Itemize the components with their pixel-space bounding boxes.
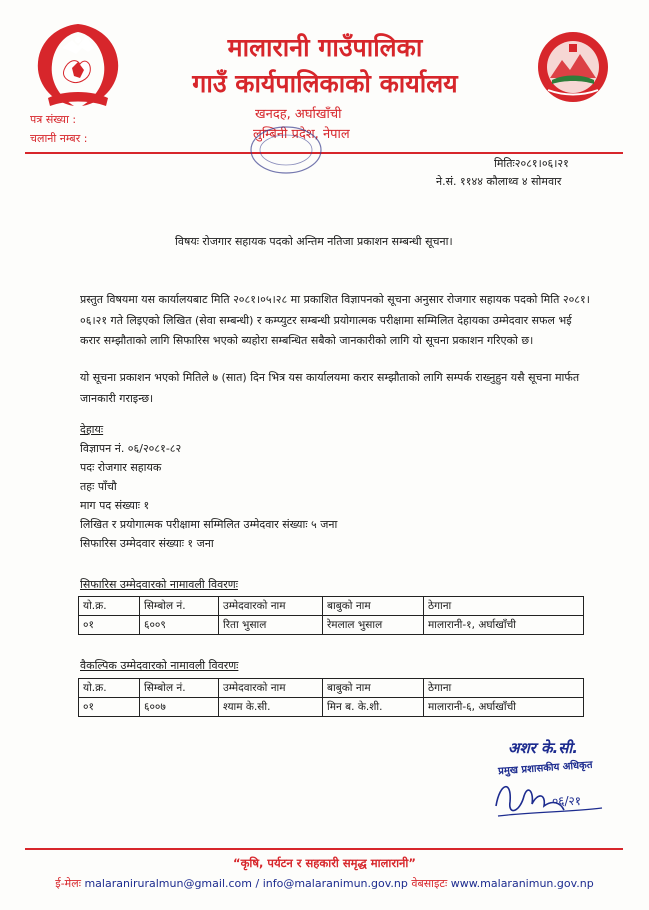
detail-advertisement-no: विज्ञापन नं. ०६/२०८१-८२ (80, 442, 182, 455)
table-cell: रेमलाल भुसाल (323, 616, 424, 635)
signatory-name: अशर के.सी. (508, 739, 578, 757)
table-cell: रिता भुसाल (219, 616, 323, 635)
email-addresses-link[interactable]: malaraniruralmun@gmail.com / info@malaranimun.gov.np (84, 877, 408, 890)
municipality-seal-logo (536, 30, 610, 104)
website-link[interactable]: www.malaranimun.gov.np (450, 877, 594, 890)
website-label: वेबसाइटः (411, 877, 448, 890)
alternate-table-title: वैकल्पिक उम्मेदवारको नामावली विवरणः (80, 659, 239, 672)
reference-number-label: पत्र संख्या : (30, 113, 77, 126)
table-cell: मालारानी-१, अर्घाखाँची (424, 616, 584, 635)
signatory-designation: प्रमुख प्रशासकीय अधिकृत (497, 759, 593, 778)
dispatch-number-label: चलानी नम्बर : (30, 132, 88, 145)
footer-divider (25, 848, 623, 850)
table-row (79, 616, 584, 635)
letter-date-bs: मितिः२०८१।०६।२१ (494, 157, 569, 170)
letter-subject: विषयः रोजगार सहायक पदको अन्तिम नतिजा प्रकाशन सम्बन्धी सूचना। (175, 235, 453, 248)
column-header: यो.क्र. (79, 679, 140, 698)
detail-recommended-count: सिफारिस उम्मेदवार संख्याः १ जना (80, 537, 214, 550)
letter-date-ns: ने.सं. ११४४ कौलाथ्व ४ सोमवार (436, 175, 562, 188)
table-cell: मिन ब. के.शी. (323, 698, 424, 717)
recommended-table (78, 596, 584, 635)
table-header-row (79, 597, 584, 616)
recommended-table-title: सिफारिस उम्मेदवारको नामावली विवरणः (80, 578, 238, 591)
column-header: यो.क्र. (79, 597, 140, 616)
table-cell: ६००९ (140, 616, 219, 635)
footer-slogan: “कृषि, पर्यटन र सहकारी समृद्ध मालारानी” (233, 856, 416, 870)
column-header: सिम्बोल नं. (140, 597, 219, 616)
detail-candidates-count: लिखित र प्रयोगात्मक परीक्षामा सम्मिलित उम्मेदवार संख्याः ५ जना (80, 518, 338, 531)
alternate-table (78, 678, 584, 717)
column-header: सिम्बोल नं. (140, 679, 219, 698)
table-row (79, 698, 584, 717)
column-header: बाबुको नाम (323, 597, 424, 616)
nepal-emblem-logo (28, 18, 128, 112)
column-header: ठेगाना (424, 597, 584, 616)
table-cell: श्याम के.सी. (219, 698, 323, 717)
office-stamp (248, 124, 324, 176)
table-cell: ६००७ (140, 698, 219, 717)
body-paragraph-1: प्रस्तुत विषयमा यस कार्यालयबाट मिति २०८१।०५।२८ मा प्रकाशित विज्ञापनको सूचना अनुसार रोजगार सहायक पदको मिति २०८१।०६।२१ गते लिइएको लिखित (सेवा सम्बन्धी) र कम्प्युटर सम्बन्धी प्रयोगात्मक परीक्षामा सम्मिलित देहायका उम्मेदवार सफल भई करार सम्झौताको लागि सिफारिस भएको ब्यहोरा सम्बन्धित सबैको जानकारीको लागि यो सूचना प्रकाशन गरिएको छ। (80, 293, 590, 347)
column-header: उम्मेदवारको नाम (219, 597, 323, 616)
office-title-line1: मालारानी गाउँपालिका (227, 33, 423, 62)
detail-vacancy-count: माग पद संख्याः १ (80, 499, 150, 512)
table-cell: ०१ (79, 616, 140, 635)
letterhead-divider (25, 152, 623, 154)
detail-post: पदः रोजगार सहायक (80, 461, 162, 474)
details-heading: देहायः (80, 423, 104, 436)
office-title-line2: गाउँ कार्यपालिकाको कार्यालय (192, 69, 458, 98)
body-paragraph-2: यो सूचना प्रकाशन भएको मितिले ७ (सात) दिन भित्र यस कार्यालयमा करार सम्झौताको लागि सम्पर्क राख्नुहुन यसै सूचना मार्फत जानकारी गराइन्छ। (80, 371, 580, 405)
column-header: ठेगाना (424, 679, 584, 698)
table-cell: मालारानी-६, अर्घाखाँची (424, 698, 584, 717)
column-header: बाबुको नाम (323, 679, 424, 698)
email-label: ई-मेलः (55, 877, 81, 890)
footer-contact (0, 876, 649, 891)
office-address-line2: लुम्बिनी प्रदेश, नेपाल (253, 127, 350, 142)
table-header-row (79, 679, 584, 698)
table-cell: ०१ (79, 698, 140, 717)
signature-date: ०६/२१ (552, 794, 582, 808)
detail-level: तहः पाँचौ (80, 480, 117, 493)
column-header: उम्मेदवारको नाम (219, 679, 323, 698)
office-address-line1: खनदह, अर्घाखाँची (255, 107, 342, 122)
signature-scribble (490, 772, 610, 822)
